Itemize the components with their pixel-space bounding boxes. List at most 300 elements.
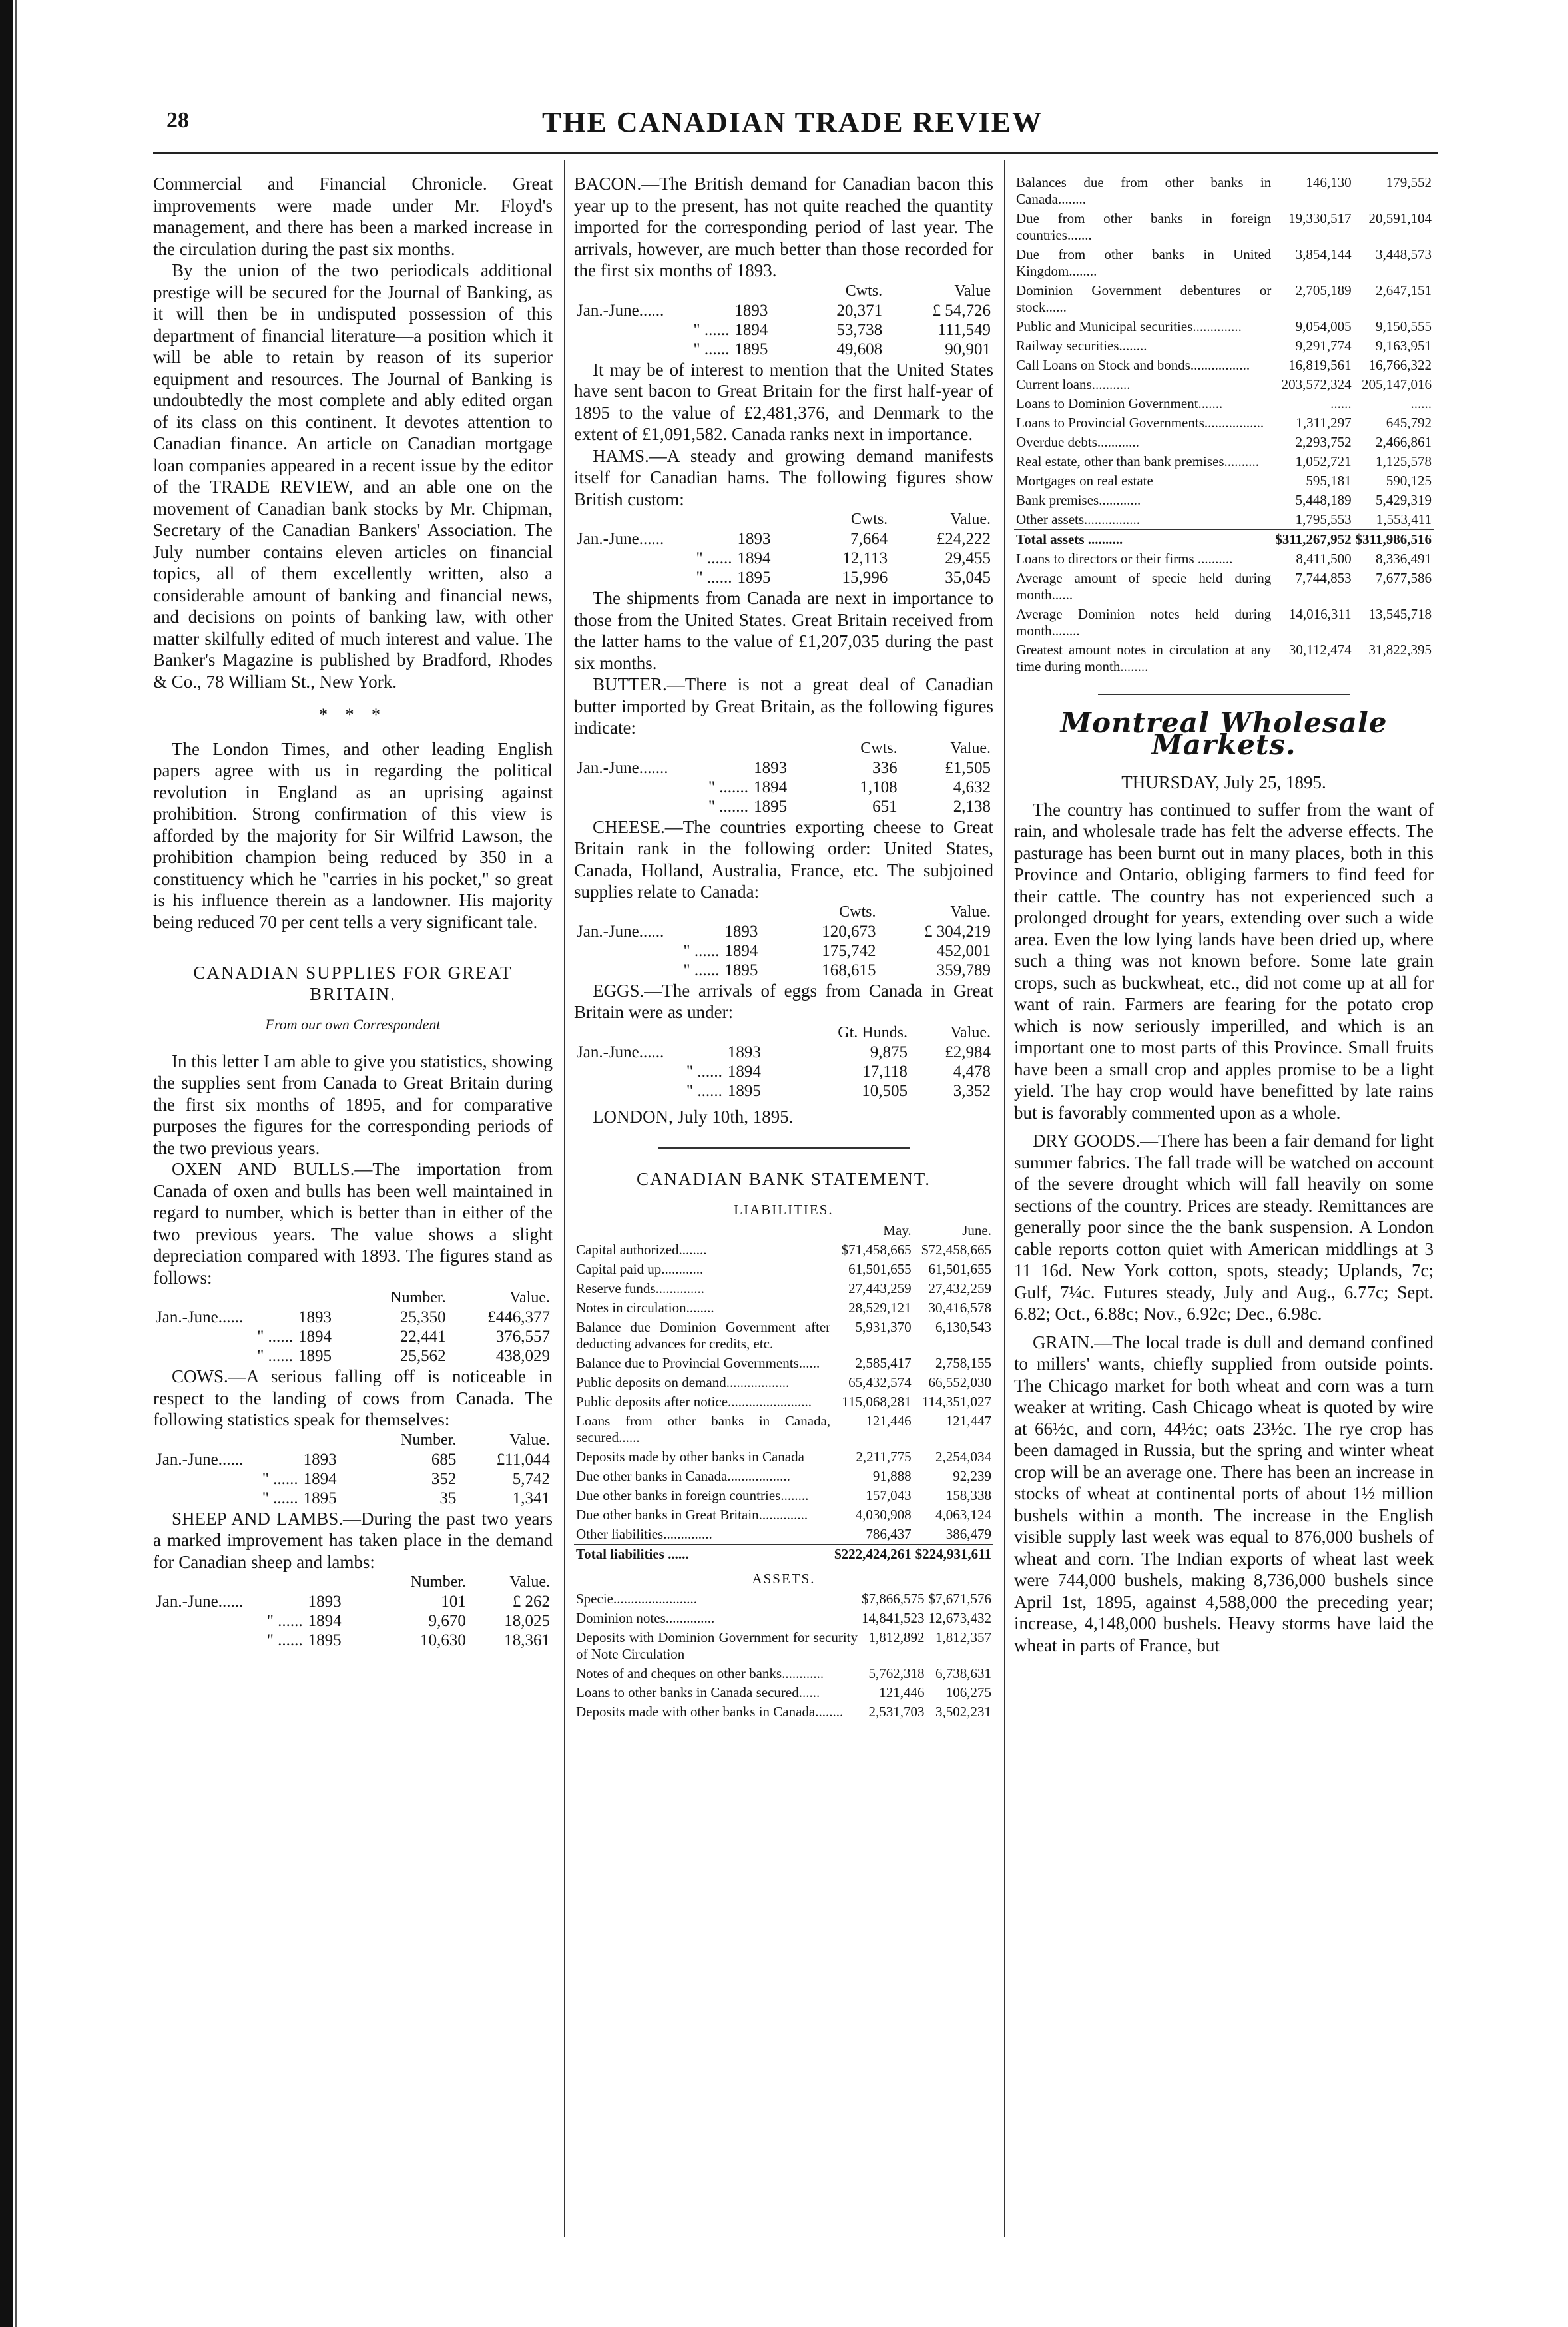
table-row <box>574 797 993 816</box>
table-row <box>153 1631 553 1650</box>
table-row <box>574 1589 993 1609</box>
page-title: THE CANADIAN TRADE REVIEW <box>541 106 1043 138</box>
cell: $311,267,952 <box>1273 530 1353 550</box>
cell: 595,181 <box>1306 473 1352 489</box>
cell: 61,501,655 <box>848 1260 912 1277</box>
column-rule-2 <box>1004 160 1005 2237</box>
cell: Dominion notes.............. <box>576 1610 715 1626</box>
cell: Real estate, other than bank premises.......... <box>1016 453 1260 469</box>
cell: Jan.-June....... <box>577 758 668 777</box>
paragraph: SHEEP AND LAMBS.—During the past two years a marked improvement has taken place in the demand for Canadian sheep and lambs: <box>153 1508 553 1572</box>
cell: 111,549 <box>937 320 991 339</box>
table-row <box>574 1702 993 1722</box>
bacon-table <box>574 282 993 359</box>
signoff: LONDON, July 10th, 1895. <box>593 1106 794 1127</box>
cell: 1893 <box>734 301 768 320</box>
cell: 1894 <box>727 1062 761 1081</box>
cell: 1895 <box>737 569 771 587</box>
table-row <box>574 1240 993 1260</box>
cell: 590,125 <box>1386 473 1432 489</box>
table-row <box>1014 605 1434 641</box>
cell: 336 <box>872 758 898 777</box>
table-row <box>574 340 993 359</box>
cell: 16,819,561 <box>1288 357 1352 373</box>
cell: £446,377 <box>487 1308 550 1326</box>
cell: 168,615 <box>822 961 876 979</box>
cell: Loans from other banks in Canada, secured...... <box>576 1412 831 1445</box>
cell: 8,411,500 <box>1296 551 1352 567</box>
cell: 1,052,721 <box>1295 453 1352 469</box>
table-row <box>1014 510 1434 530</box>
cell: Notes of and cheques on other banks............ <box>576 1665 824 1681</box>
cell: 5,742 <box>512 1469 550 1488</box>
separator <box>1098 694 1350 695</box>
cell: Due other banks in foreign countries........ <box>576 1487 809 1503</box>
cell: 10,505 <box>862 1081 908 1100</box>
bank-statement-title: CANADIAN BANK STATEMENT. <box>636 1169 931 1189</box>
cell: " ...... <box>683 941 720 960</box>
table-row <box>574 529 993 549</box>
cell: 120,673 <box>822 922 876 941</box>
cell: 121,446 <box>879 1684 925 1700</box>
dateline: THURSDAY, July 25, 1895. <box>1121 772 1326 792</box>
paragraph: COWS.—A serious falling off is noticeable in respect to the landing of cows from Canada. The following statistics speak for themselves: <box>153 1366 553 1429</box>
cell: 359,789 <box>936 961 991 979</box>
cell: 20,371 <box>836 301 883 320</box>
cell: 5,429,319 <box>1376 492 1432 508</box>
table-row <box>153 1327 553 1346</box>
cell: 1893 <box>754 758 788 777</box>
cell: 91,888 <box>872 1467 912 1484</box>
cell: Due from other banks in United Kingdom........ <box>1016 246 1272 279</box>
table-row <box>1014 356 1434 375</box>
table-row <box>1014 569 1434 605</box>
cell: Other assets................ <box>1016 511 1141 527</box>
table-row <box>1014 245 1434 281</box>
cell: " ...... <box>686 1081 722 1100</box>
column-1 <box>153 173 553 1650</box>
col-header: Cwts. <box>839 903 876 921</box>
cell: 157,043 <box>866 1487 912 1503</box>
cell: 35,045 <box>945 569 991 587</box>
cell: Mortgages on real estate <box>1016 473 1153 489</box>
paragraph: In this letter I am able to give you statistics, showing the supplies sent from Canada to Great Britain during the first six months of 1895, and for comparative purposes the figures for the corresponding periods of the two previous years. <box>153 1051 553 1158</box>
table-row <box>153 1611 553 1631</box>
column-2 <box>574 173 993 1722</box>
cell: 29,455 <box>945 549 991 567</box>
cell: Public and Municipal securities.............. <box>1016 318 1242 334</box>
cell: 9,875 <box>870 1043 908 1061</box>
cell: 20,591,104 <box>1368 210 1432 226</box>
cell: 4,632 <box>953 778 991 796</box>
col-header-may: May. <box>883 1222 912 1238</box>
cell: Current loans........... <box>1016 376 1131 392</box>
cell: " ...... <box>693 320 730 339</box>
cell: Jan.-June...... <box>156 1593 244 1611</box>
cell: 175,742 <box>822 941 876 960</box>
table-row <box>153 1469 553 1489</box>
cell: 18,361 <box>504 1631 550 1649</box>
table-row <box>574 922 993 941</box>
cell: 685 <box>431 1450 457 1469</box>
cell: Jan.-June...... <box>577 530 664 548</box>
paragraph: By the union of the two periodicals additional prestige will be secured for the Journal of Banking, as it will then be in undisputed possession of this department of financial literature—a position which it will be able to retain by reason of its superior equipment and resources. The Journal of Banking is undoubtedly the most complete and ably edited organ of its class on this continent. It devotes attention to Canadian finance. An article on Canadian mortgage loan companies appeared in a recent issue by the editor of the TRADE REVIEW, and an able one on the movement of Canadian bank stocks by Mr. Chipman, Secretary of the Canadian Bankers' Association. The July number contains eleven articles on financial topics, all of them excellently written, also a considerable amount of banking and financial news, and decisions on points of banking law, with other matter skilfully edited of much interest and value. The Banker's Magazine is published by Bradford, Rhodes & Co., 78 William St., New York. <box>153 260 553 692</box>
cell: 35 <box>439 1489 457 1507</box>
cows-table <box>153 1431 553 1508</box>
cell: 49,608 <box>836 340 883 358</box>
cell: 25,350 <box>399 1308 446 1326</box>
cell: Balance due Dominion Government after deducting advances for credits, etc. <box>576 1318 831 1352</box>
table-row <box>153 1346 553 1366</box>
cell: 1,795,553 <box>1295 511 1352 527</box>
table-row <box>574 1664 993 1683</box>
col-header: Cwts. <box>850 511 888 528</box>
cell: 65,432,574 <box>848 1374 912 1390</box>
cell: Loans to Dominion Government....... <box>1016 395 1223 411</box>
total-row <box>1014 530 1434 550</box>
paragraph: The country has continued to suffer from the want of rain, and wholesale trade has felt the adverse effects. The pasturage has been burnt out in many places, both in this Province and Ontario, obliging farmers to find feed for their cattle. The country has not experienced such a prolonged drought for years, extending over such a wide area. Even the low lying lands have been dried up, where such a thing was not known before. Some late grain crops, such as buckwheat, etc., did not come up at all for want of rain. Farmers are fearing for the potato crop which is now seriously imperilled, and which is an important one to most parts of this Province. Small fruits have been a small crop and apples promise to be a light yield. The hay crop would have benefitted by late rains but is favorably commented upon as a whole. <box>1014 799 1434 1123</box>
section-title: CANADIAN SUPPLIES FOR GREAT BRITAIN. <box>193 963 513 1004</box>
cell: Jan.-June...... <box>156 1450 244 1469</box>
newspaper-page <box>127 100 1458 2244</box>
paragraph: DRY GOODS.—There has been a fair demand for light summer fabrics. The fall trade will be watched on account of the severe drought which will fall heavily on some sections of the country. Prices are steady. Remittances are generally poor since the the bank suspension. A London cable reports cotton quiet with American middlings at 3 11 16d. New York cotton, spots, steady; Uplands, 7c; Gulf, 7¼c. Futures steady, July and Aug., 6.77c; Sept. 6.82; Oct., 6.88c; Nov., 6.92c; Dec., 6.98c. <box>1014 1131 1434 1324</box>
cell: ...... <box>1330 395 1352 411</box>
assets-continued-table <box>1014 173 1434 676</box>
cell: 27,443,259 <box>848 1280 912 1296</box>
table-row <box>1014 549 1434 569</box>
cell: 1,125,578 <box>1376 453 1432 469</box>
cell: £24,222 <box>936 530 991 548</box>
table-row <box>574 301 993 320</box>
table-row <box>574 1081 993 1101</box>
cell: 3,854,144 <box>1295 246 1352 262</box>
cell: £1,505 <box>945 758 991 777</box>
paragraph: It may be of interest to mention that the United States have sent bacon to Great Britain for the first half-year of 1895 to the value of £2,481,376, and Denmark to the extent of £1,091,582. Canada ranks next in importance. <box>574 359 993 444</box>
cell: Balance due to Provincial Governments...... <box>576 1354 820 1371</box>
table-row <box>574 1279 993 1298</box>
table-row <box>574 961 993 980</box>
cell: 3,448,573 <box>1376 246 1432 262</box>
cell: Notes in circulation........ <box>576 1299 714 1316</box>
col-header: Number. <box>401 1431 457 1449</box>
column-rule-1 <box>564 160 565 2237</box>
cell: Loans to Provincial Governments................. <box>1016 415 1264 431</box>
header-rule <box>153 152 1438 154</box>
cell: 5,448,189 <box>1295 492 1352 508</box>
col-header: Cwts. <box>845 282 883 300</box>
table-row <box>153 1450 553 1469</box>
cell: Public deposits after notice........................ <box>576 1393 812 1410</box>
cell: £ 304,219 <box>924 922 991 941</box>
cell: " ...... <box>696 549 732 567</box>
cell: 2,138 <box>953 797 991 816</box>
cell: 17,118 <box>862 1062 908 1081</box>
cell: Balances due from other banks in Canada........ <box>1016 174 1272 207</box>
col-header: Value. <box>509 1573 550 1591</box>
cell: 22,441 <box>399 1328 446 1346</box>
cell: 106,275 <box>945 1684 991 1700</box>
separator <box>658 1147 910 1149</box>
table-row <box>153 1592 553 1611</box>
table-row <box>574 549 993 568</box>
cell: 2,293,752 <box>1295 434 1352 450</box>
assets-label: ASSETS. <box>752 1570 816 1587</box>
butter-table <box>574 739 993 816</box>
cell: 121,446 <box>866 1412 912 1429</box>
cell: Dominion Government debentures or stock...... <box>1016 282 1272 315</box>
table-row <box>1014 433 1434 452</box>
cell: 7,664 <box>850 530 888 548</box>
table-row <box>574 1467 993 1486</box>
cell: 61,501,655 <box>928 1260 991 1277</box>
cell: " ...... <box>266 1612 303 1630</box>
cell: 12,673,432 <box>928 1610 991 1626</box>
table-row <box>574 1505 993 1525</box>
col-header: Gt. Hunds. <box>838 1023 908 1041</box>
section-heading: Montreal Wholesale Markets. <box>1060 706 1388 761</box>
cell: " ...... <box>686 1062 722 1081</box>
paragraph: The London Times, and other leading English papers agree with us in regarding the political revolution in England as an uprising against prohibition. Strong confirmation of this view is afforded by the majority for Sir Wilfrid Lawson, the prohibition champion being reduced by 350 in a constituency which he "carries in his pocket," so great is his influence therein as a landowner. His majority being reduced 70 per cent tells a very significant tale. <box>153 738 553 932</box>
table-row <box>574 568 993 587</box>
table-row <box>574 1683 993 1702</box>
cell: £11,044 <box>496 1450 550 1469</box>
paragraph: Commercial and Financial Chronicle. Great improvements were made under Mr. Floyd's management, and there has been a marked increase in the circulation during the past six months. <box>153 174 553 259</box>
table-row <box>574 1318 993 1354</box>
col-header: Number. <box>410 1573 466 1591</box>
table-row <box>1014 641 1434 676</box>
cell: 101 <box>441 1593 466 1611</box>
cell: 158,338 <box>945 1487 991 1503</box>
cell: " ...... <box>693 340 730 358</box>
cell: 7,677,586 <box>1376 570 1432 586</box>
table-row <box>574 1412 993 1447</box>
cell: 179,552 <box>1386 174 1432 190</box>
cell: $222,424,261 <box>832 1544 914 1564</box>
paragraph: HAMS.—A steady and growing demand manifests itself for Canadian hams. The following figures show British custom: <box>574 445 993 509</box>
cell: Overdue debts............ <box>1016 434 1139 450</box>
table-row <box>574 1298 993 1318</box>
section-subtitle: From our own Correspondent <box>265 1016 441 1033</box>
cell: 352 <box>431 1469 457 1488</box>
col-header: Value. <box>509 1289 550 1306</box>
cell: 27,432,259 <box>928 1280 991 1296</box>
cell: 1894 <box>724 941 758 960</box>
cell: 14,841,523 <box>862 1610 925 1626</box>
cell: 115,068,281 <box>842 1393 912 1410</box>
table-row <box>574 1525 993 1545</box>
table-row <box>574 1373 993 1392</box>
table-row <box>574 1043 993 1062</box>
col-header: Number. <box>390 1289 446 1306</box>
cell: 146,130 <box>1306 174 1352 190</box>
table-row <box>574 1447 993 1467</box>
table-row <box>574 758 993 778</box>
table-row <box>574 1354 993 1373</box>
cell: Railway securities........ <box>1016 338 1147 354</box>
cell: Jan.-June...... <box>577 922 664 941</box>
cell: 1,108 <box>860 778 898 796</box>
cell: 4,030,908 <box>855 1506 912 1523</box>
cell: " ...... <box>696 569 732 587</box>
cell: 1893 <box>724 922 758 941</box>
cell: 203,572,324 <box>1281 376 1352 392</box>
cell: 1894 <box>298 1328 332 1346</box>
col-header: Value <box>954 282 991 300</box>
cell: Due other banks in Canada.................. <box>576 1467 790 1484</box>
cell: 114,351,027 <box>921 1393 991 1410</box>
page-header <box>127 100 1458 146</box>
column-3 <box>1014 173 1434 1656</box>
cell: ...... <box>1410 395 1432 411</box>
cell: $224,931,611 <box>914 1544 993 1564</box>
table-row <box>153 1308 553 1327</box>
cell: " ...... <box>262 1469 298 1488</box>
cell: 10,630 <box>420 1631 466 1649</box>
cell: 1893 <box>737 530 771 548</box>
cell: 4,478 <box>953 1062 991 1081</box>
cell: £ 54,726 <box>932 301 991 320</box>
cell: 1894 <box>734 320 768 339</box>
cell: 30,112,474 <box>1288 642 1352 658</box>
cell: Deposits made with other banks in Canada........ <box>576 1704 844 1720</box>
table-row <box>1014 317 1434 336</box>
cell: Average amount of specie held during month...... <box>1016 570 1272 603</box>
col-header: Value. <box>950 511 991 528</box>
cell: 2,585,417 <box>855 1354 912 1371</box>
cell: 1895 <box>734 340 768 358</box>
cell: 12,113 <box>842 549 888 567</box>
paragraph: The shipments from Canada are next in importance to those from the United States. Great Britain received from the latter hams to the value of £1,207,035 during the past six months. <box>574 588 993 673</box>
cell: 16,766,322 <box>1368 357 1432 373</box>
section-separator: * * * <box>319 705 387 724</box>
cell: 2,211,775 <box>856 1448 912 1465</box>
cell: 1895 <box>298 1347 332 1365</box>
table-row <box>574 320 993 340</box>
table-row <box>1014 173 1434 209</box>
cell: 9,670 <box>428 1612 466 1630</box>
col-header: Value. <box>950 903 991 921</box>
cell: 1,311,297 <box>1296 415 1352 431</box>
table-row <box>574 1628 993 1664</box>
cell: $7,866,575 <box>862 1591 925 1607</box>
cell: 4,063,124 <box>935 1506 991 1523</box>
cell: 53,738 <box>836 320 883 339</box>
table-row <box>1014 209 1434 245</box>
cell: Due from other banks in foreign countries....... <box>1016 210 1272 243</box>
cell: " ...... <box>262 1489 298 1507</box>
cell: 1,553,411 <box>1376 511 1432 527</box>
table-row <box>574 1609 993 1628</box>
cell: 1894 <box>737 549 771 567</box>
cell: 1893 <box>303 1450 337 1469</box>
cell: Greatest amount notes in circulation at any time during month........ <box>1016 642 1272 674</box>
cell: 1893 <box>298 1308 332 1326</box>
cell: Call Loans on Stock and bonds................. <box>1016 357 1250 373</box>
cell: 14,016,311 <box>1288 606 1352 622</box>
cell: 31,822,395 <box>1368 642 1432 658</box>
cell: 66,552,030 <box>928 1374 991 1390</box>
scan-edge-line <box>15 0 17 2327</box>
paragraph: BUTTER.—There is not a great deal of Canadian butter imported by Great Britain, as the following figures indicate: <box>574 674 993 738</box>
cell: " ....... <box>708 797 749 816</box>
cell: 1895 <box>308 1631 342 1649</box>
cell: 5,931,370 <box>855 1318 912 1335</box>
cell: 121,447 <box>945 1412 991 1429</box>
cell: 90,901 <box>945 340 991 358</box>
table-row <box>574 778 993 797</box>
cell: 452,001 <box>936 941 991 960</box>
cell: $311,986,516 <box>1354 530 1434 550</box>
hams-table <box>574 510 993 587</box>
cell: 6,738,631 <box>935 1665 991 1681</box>
cell: 376,557 <box>495 1328 550 1346</box>
table-row <box>1014 336 1434 356</box>
cell: 18,025 <box>504 1612 550 1630</box>
cell: Average Dominion notes held during month........ <box>1016 606 1272 639</box>
col-header: Value. <box>950 739 991 757</box>
paragraph: GRAIN.—The local trade is dull and demand confined to millers' wants, chiefly supplied from outside points. The Chicago market for both wheat and corn was a turn weaker at writing. Cash Chicago wheat is quoted by wire at 66½c, and corn, 44½c; oats 23½c. The rye crop has been damaged in Russia, but the spring and winter wheat crop will be an average one. There has been an increase in stocks of wheat at continental ports of about 1½ million bushels within a month. The increase in the English visible supply last week was equal to 876,000 bushels of wheat and corn. The Indian exports of wheat last week were 744,000 bushels, making 8,736,000 bushels since April 1st, 1895, against 4,588,000 the preceding year; increase, 4,148,000 bushels. Heavy storms have laid the wheat in parts of France, but <box>1014 1332 1434 1655</box>
cell: 5,762,318 <box>868 1665 925 1681</box>
cell: 1894 <box>308 1612 342 1630</box>
table-row <box>574 1062 993 1081</box>
table-row <box>574 941 993 961</box>
cell: Deposits made by other banks in Canada <box>576 1448 804 1465</box>
cell: 1894 <box>754 778 788 796</box>
cell: 651 <box>872 797 898 816</box>
table-row <box>1014 394 1434 413</box>
total-row <box>574 1544 993 1564</box>
cell: 30,416,578 <box>928 1299 991 1316</box>
cell: 2,254,034 <box>935 1448 991 1465</box>
table-row <box>1014 452 1434 471</box>
cell: 1895 <box>727 1081 761 1100</box>
oxen-table <box>153 1288 553 1366</box>
cell: 1895 <box>754 797 788 816</box>
cell: 2,758,155 <box>935 1354 991 1371</box>
col-header-june: June. <box>962 1222 991 1238</box>
cell: 2,466,861 <box>1376 434 1432 450</box>
cell: 13,545,718 <box>1368 606 1432 622</box>
eggs-table <box>574 1023 993 1101</box>
cell: 1894 <box>303 1469 337 1488</box>
paragraph: BACON.—The British demand for Canadian bacon this year up to the present, has not quite reached the quantity imported for the corresponding period of last year. The arrivals, however, are much better than those recorded for the first six months of 1893. <box>574 174 993 280</box>
cell: 1895 <box>303 1489 337 1507</box>
cell: 2,705,189 <box>1295 282 1352 298</box>
col-header: Value. <box>950 1023 991 1041</box>
cell: 1,812,357 <box>935 1629 991 1645</box>
cell: 92,239 <box>953 1467 991 1484</box>
cell: Bank premises............ <box>1016 492 1141 508</box>
table-row <box>1014 491 1434 510</box>
cell: 28,529,121 <box>848 1299 912 1316</box>
cell: 3,502,231 <box>935 1704 991 1720</box>
col-header: Cwts. <box>860 739 898 757</box>
scan-edge <box>0 0 13 2327</box>
cell: Deposits with Dominion Government for security of Note Circulation <box>576 1629 858 1662</box>
cell: 25,562 <box>399 1347 446 1365</box>
liabilities-label: LIABILITIES. <box>734 1202 834 1218</box>
table-row <box>1014 471 1434 491</box>
cell: " ...... <box>257 1347 294 1365</box>
cell: 1,812,892 <box>868 1629 925 1645</box>
cell: 9,291,774 <box>1295 338 1352 354</box>
cell: 645,792 <box>1386 415 1432 431</box>
cell: £2,984 <box>945 1043 991 1061</box>
cell: £ 262 <box>512 1593 550 1611</box>
paragraph: EGGS.—The arrivals of eggs from Canada in Great Britain were as under: <box>574 980 993 1022</box>
cell: 3,352 <box>953 1081 991 1100</box>
cell: 2,647,151 <box>1376 282 1432 298</box>
